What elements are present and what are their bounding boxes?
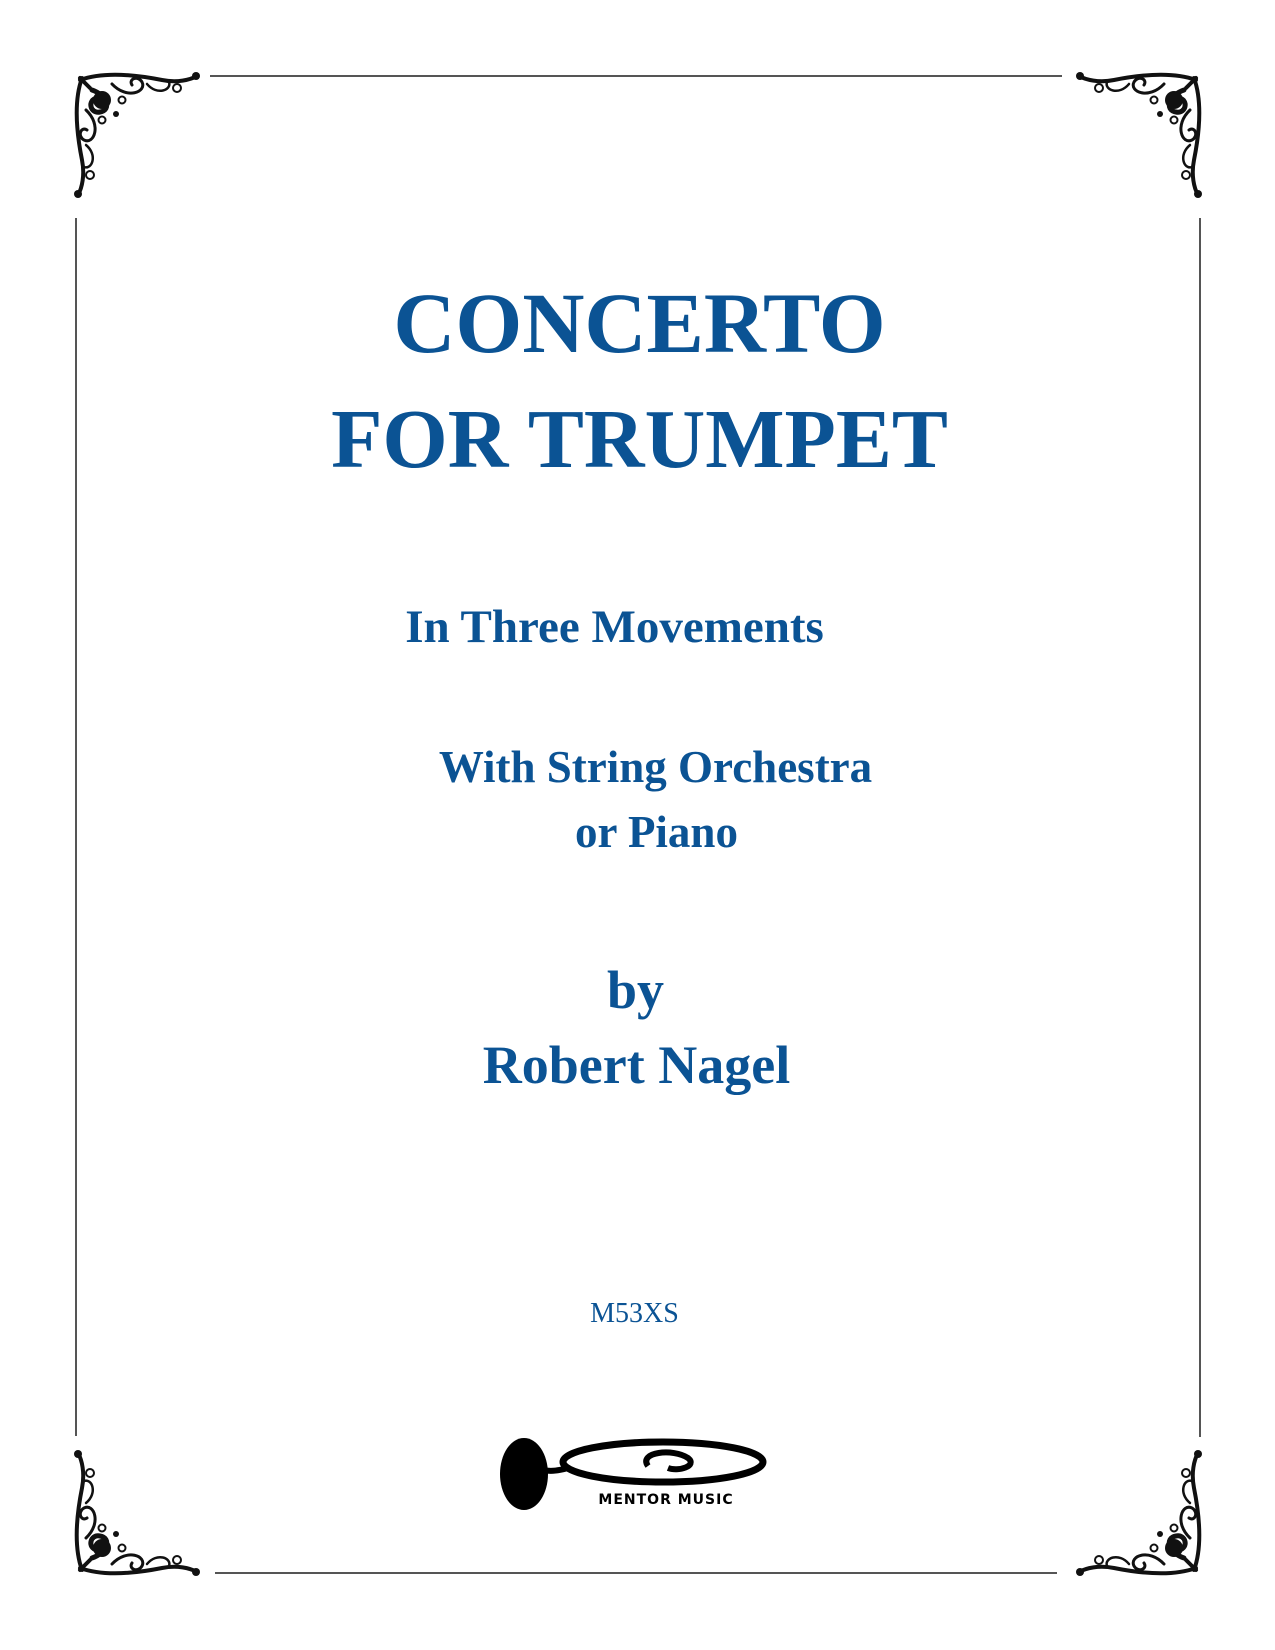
- publisher-logo: [498, 1432, 768, 1518]
- logo-text: MENTOR MUSIC: [598, 1492, 734, 1508]
- mentor-music-logo-icon: [498, 1432, 768, 1518]
- corner-ornament-top-right: [1072, 70, 1204, 202]
- corner-ornament-bottom-right: [1072, 1446, 1204, 1578]
- corner-ornament-bottom-left: [72, 1446, 204, 1578]
- composer-name: Robert Nagel: [482, 1035, 791, 1095]
- accompaniment-line-1: With String Orchestra: [438, 742, 873, 792]
- accompaniment-line-2: or Piano: [575, 807, 738, 857]
- title-line-2: FOR TRUMPET: [331, 393, 948, 486]
- border-top: [210, 75, 1062, 77]
- border-bottom: [215, 1572, 1057, 1574]
- corner-ornament-top-left: [72, 70, 204, 202]
- title-line-1: CONCERTO: [393, 275, 886, 371]
- subtitle: In Three Movements: [405, 601, 824, 653]
- catalog-number: M53XS: [590, 1298, 679, 1329]
- byline-by: by: [606, 960, 665, 1020]
